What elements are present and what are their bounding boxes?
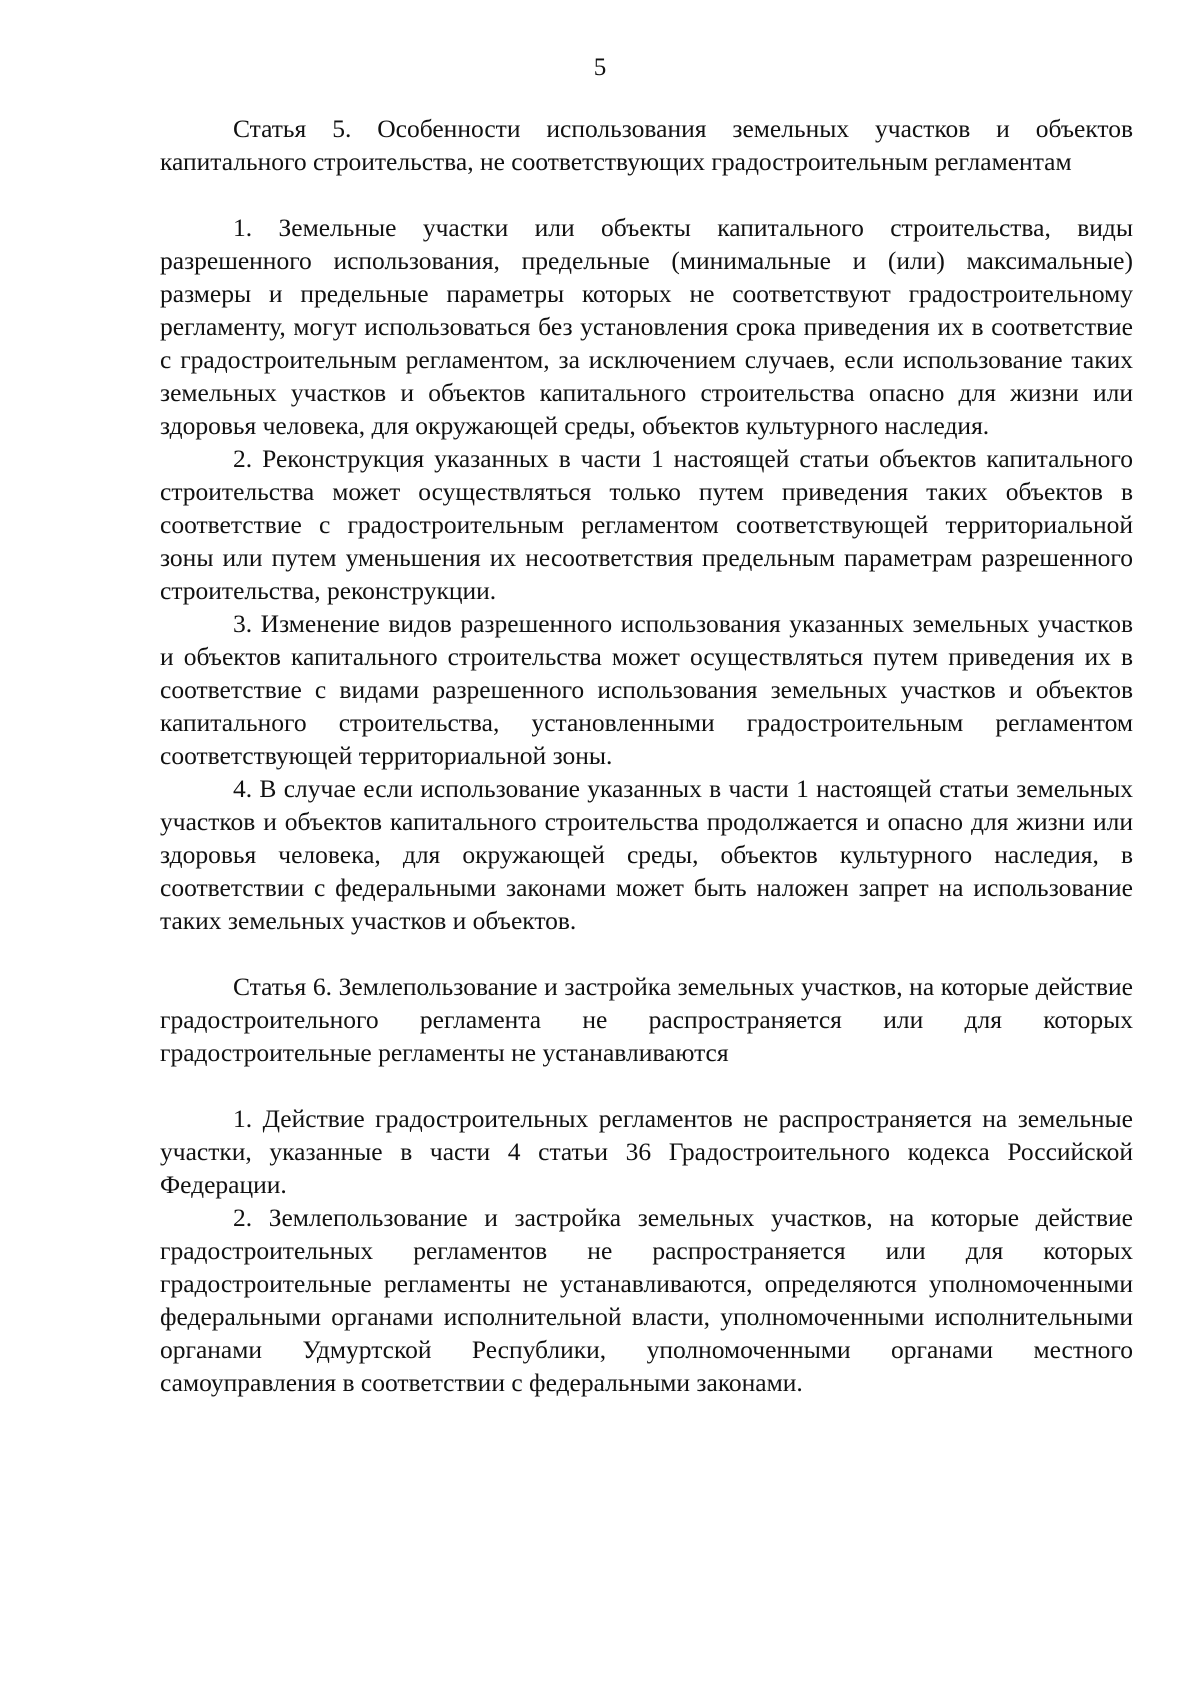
page-number: 5 [593, 54, 607, 81]
article-5-paragraph-4: 4. В случае если использование указанных в части 1 настоящей статьи земельных участков и объектов капитального строительства продолжается и опасно для жизни или здоровья человека, для окружающей среды, объектов культурного наследия, в соответствии с федеральными законами может быть наложен запрет на использование таких земельных участков и объектов. [160, 774, 1133, 935]
article-6-paragraph-1: 1. Действие градостроительных регламентов не распространяется на земельные участки, указанные в части 4 статьи 36 Градостроительного кодекса Российской Федерации. [160, 1104, 1133, 1199]
article-6 [160, 970, 1133, 1399]
article-5-paragraph-1: 1. Земельные участки или объекты капитального строительства, виды разрешенного использования, предельные (минимальные и (или) максимальные) размеры и предельные параметры которых не соответствуют градостроительному регламенту, могут использоваться без установления срока приведения их в соответствие с градостроительным регламентом, за исключением случаев, если использование таких земельных участков и объектов капитального строительства опасно для жизни или здоровья человека, для окружающей среды, объектов культурного наследия. [160, 213, 1133, 440]
section-gap [160, 937, 1133, 970]
article-5-heading: Статья 5. Особенности использования земельных участков и объектов капитального строительства, не соответствующих градостроительным регламентам [160, 114, 1133, 176]
article-5 [160, 112, 1133, 937]
document-body [160, 112, 1133, 1399]
article-6-paragraph-2: 2. Землепользование и застройка земельных участков, на которые действие градостроительных регламентов не распространяется или для которых градостроительные регламенты не устанавливаются, определяются уполномоченными федеральными органами исполнительной власти, уполномоченными исполнительными органами Удмуртской Республики, уполномоченными органами местного самоуправления в соответствии с федеральными законами. [160, 1203, 1133, 1397]
article-6-heading: Статья 6. Землепользование и застройка земельных участков, на которые действие градостроительного регламента не распространяется или для которых градостроительные регламенты не устанавливаются [160, 972, 1133, 1067]
article-5-paragraph-3: 3. Изменение видов разрешенного использования указанных земельных участков и объектов капитального строительства может осуществляться путем приведения их в соответствие с видами разрешенного использования земельных участков и объектов капитального строительства, установленными градостроительным регламентом соответствующей территориальной зоны. [160, 609, 1133, 770]
article-5-paragraph-2: 2. Реконструкция указанных в части 1 настоящей статьи объектов капитального строительства может осуществляться только путем приведения таких объектов в соответствие с градостроительным регламентом соответствующей территориальной зоны или путем уменьшения их несоответствия предельным параметрам разрешенного строительства, реконструкции. [160, 444, 1133, 605]
